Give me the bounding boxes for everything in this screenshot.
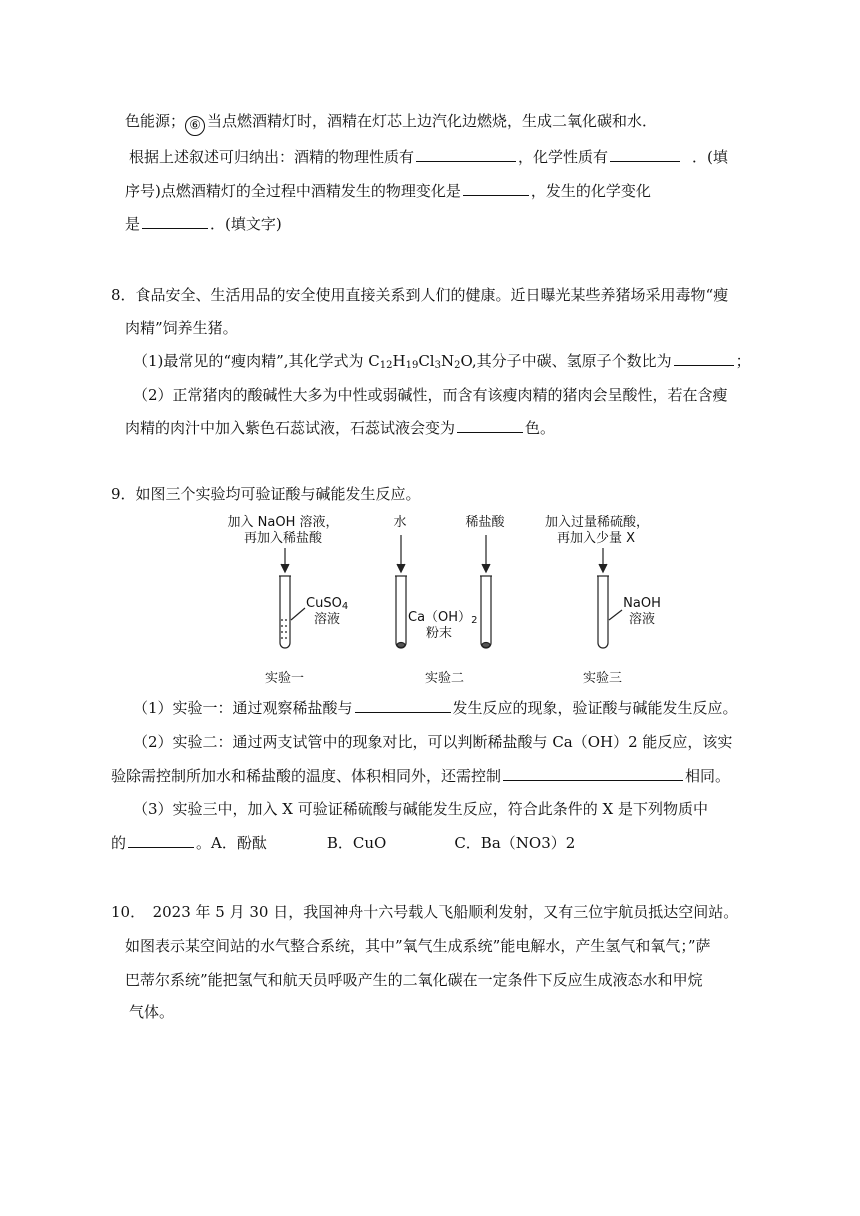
formula-element: O — [460, 352, 472, 370]
q8-text: ,其分子中碳、氢原子个数比为 — [471, 352, 672, 370]
q9-sub-1 — [133, 697, 738, 718]
exp3-instruction: 加入过量稀硫酸， 再加入少量 X — [545, 515, 650, 546]
formula-element: N — [440, 352, 455, 370]
q7-text: 是 — [125, 215, 141, 233]
answer-blank[interactable] — [128, 832, 194, 848]
arrow-head — [397, 564, 405, 572]
exp2-left-reagent: 水 — [393, 515, 407, 530]
test-tube-4 — [597, 576, 622, 648]
q7-text: 色能源； — [125, 112, 186, 130]
q9-text: 相同。 — [685, 767, 731, 785]
answer-blank[interactable] — [503, 765, 683, 781]
q7-text: 当点燃酒精灯时，酒精在灯芯上边汽化边燃烧，生成二氧化碳和水． — [207, 112, 658, 130]
arrow-head — [281, 564, 289, 572]
formula-subscript: 12 — [379, 360, 393, 371]
formula-element: H — [392, 352, 406, 370]
exp2-powder-label: $Ca(OH)_2$ 粉末 — [408, 610, 478, 641]
q8-text: 肉精的肉汁中加入紫色石蕊试液，石蕊试液会变为 — [125, 419, 456, 437]
q10-line-1: 10． 2023 年 5 月 30 日，我国神舟十六号载人飞船顺利发射，又有三位宇航员抵达空间站。 — [111, 903, 739, 921]
q7-text: ，化学性质有 — [518, 148, 609, 166]
formula-subscript: 2 — [454, 360, 461, 371]
q9-text: 的 — [111, 834, 127, 852]
q10-line-3: 巴蒂尔系统”能把氢气和航天员呼吸产生的二氧化碳在一定条件下反应生成液态水和甲烷 — [125, 971, 703, 989]
q9-sub-3b — [111, 832, 575, 853]
exp3-reagent-label: NaOH 溶液 — [623, 596, 661, 627]
q8-line-1: 8．食品安全、生活用品的安全使用直接关系到人们的健康。近日曝光某些养猪场采用毒物“瘦 — [111, 286, 729, 304]
answer-blank[interactable] — [355, 697, 451, 713]
q8-text: 色。 — [525, 419, 556, 437]
q10-line-4: 气体。 — [129, 1003, 175, 1021]
arrow-head — [599, 564, 607, 572]
formula-subscript: 19 — [405, 360, 419, 371]
q7-text: ．(填 — [692, 148, 728, 166]
exp2-right-reagent: 稀盐酸 — [465, 515, 505, 530]
test-tube-1 — [279, 576, 305, 648]
test-tube-2 — [395, 576, 407, 648]
option-a: 。A．酚酞 — [196, 834, 267, 852]
q9-text: 验除需控制所加水和稀盐酸的温度、体积相同外，还需控制 — [111, 767, 502, 785]
q9-text: （1）实验一：通过观察稀盐酸与 — [133, 699, 353, 717]
q8-text: （1)最常见的“瘦肉精”,其化学式为 C — [133, 352, 380, 370]
q7-text: ．(填文字) — [210, 215, 282, 233]
q9-sub-3a: （3）实验三中，加入 X 可验证稀硫酸与碱能发生反应，符合此条件的 X 是下列物质中 — [133, 800, 708, 818]
q10-line-2: 如图表示某空间站的水气整合系统，其中”氧气生成系统”能电解水，产生氢气和氧气；”萨 — [125, 937, 711, 955]
option-c: C．Ba（NO3）2 — [454, 834, 576, 852]
q9-line-1: 9．如图三个实验均可验证酸与碱能发生反应。 — [111, 485, 421, 503]
circled-number-6: ⑥ — [185, 116, 205, 136]
exp2-caption: 实验二 — [425, 671, 465, 686]
test-tube-3 — [480, 576, 492, 648]
exp1-instruction: 加入 NaOH 溶液， 再加入稀盐酸 — [227, 515, 339, 546]
q9-text: 发生反应的现象，验证酸与碱能发生反应。 — [452, 699, 738, 717]
exp1-caption: 实验一 — [265, 671, 305, 686]
q7-text: 序号)点燃酒精灯的全过程中酒精发生的物理变化是 — [125, 182, 461, 200]
q8-line-2: 肉精”饲养生猪。 — [125, 319, 238, 337]
option-b: B．CuO — [326, 834, 387, 852]
q9-sub-2b — [111, 765, 730, 786]
q8-text: ； — [735, 352, 751, 370]
q9-sub-2a: （2）实验二：通过两支试管中的现象对比，可以判断稀盐酸与 Ca（OH）2 能反应，该实 — [133, 733, 733, 751]
arrow-head — [482, 564, 490, 572]
formula-element: Cl — [418, 352, 435, 370]
q7-text: 根据上述叙述可归纳出：酒精的物理性质有 — [129, 148, 415, 166]
formula-subscript: 3 — [434, 360, 441, 371]
q7-text: ，发生的化学变化 — [530, 182, 651, 200]
exp1-reagent-label: CuSO$_4$ 溶液 — [306, 596, 349, 627]
exp3-caption: 实验三 — [583, 671, 623, 686]
q8-line-4: （2）正常猪肉的酸碱性大多为中性或弱碱性，而含有该瘦肉精的猪肉会呈酸性，若在含瘦 — [133, 386, 728, 404]
